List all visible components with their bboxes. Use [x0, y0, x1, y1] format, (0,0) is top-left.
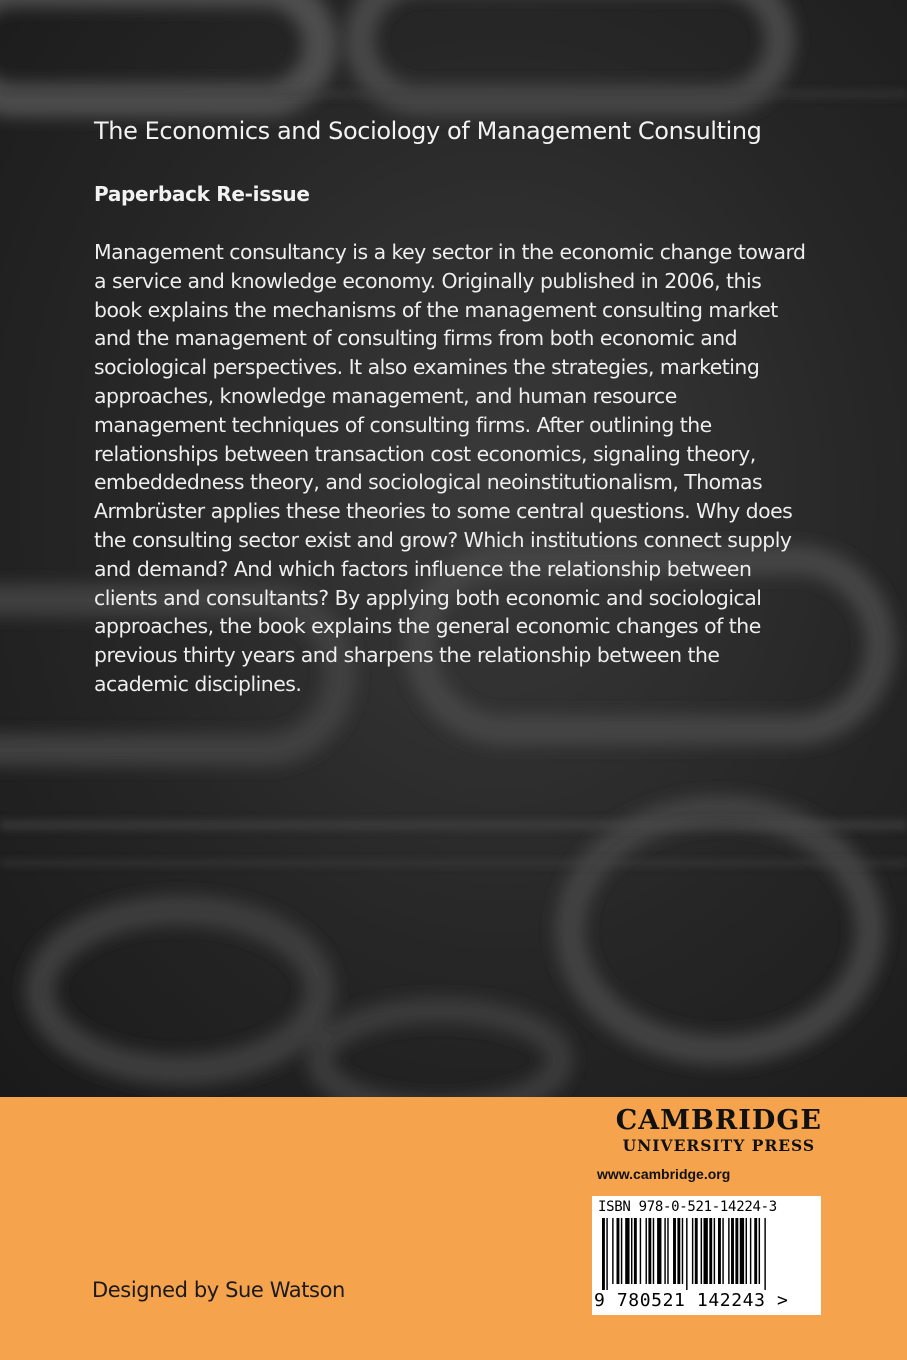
barcode-bar [750, 1218, 751, 1284]
barcode-bar [646, 1218, 647, 1284]
barcode-bar [625, 1218, 629, 1284]
barcode-bar [612, 1218, 613, 1284]
blurb-line: Armbrüster applies these theories to some central questions. Why does [94, 499, 793, 524]
blurb-line: Management consultancy is a key sector in the economic change toward [94, 240, 806, 264]
barcode-bar [731, 1218, 734, 1284]
barcode-bar [653, 1218, 654, 1284]
barcode-bar [631, 1218, 632, 1284]
barcode-digits: 9 780521 142243 > [594, 1290, 789, 1311]
barcode-bar [682, 1218, 683, 1284]
barcode-bar [718, 1218, 721, 1284]
barcode-bar [667, 1218, 668, 1284]
blurb-line: academic disciplines. [94, 671, 302, 696]
blurb-line: embeddedness theory, and sociological neoinstitutionalism, Thomas [94, 470, 763, 495]
barcode-bar [664, 1218, 665, 1284]
edition-subtitle: Paperback Re-issue [94, 182, 310, 206]
barcode-bar [686, 1218, 687, 1290]
publisher-subname: UNIVERSITY PRESS [622, 1136, 816, 1155]
barcode-bar [677, 1218, 680, 1284]
barcode-bar [602, 1218, 605, 1290]
barcode-bar [606, 1218, 607, 1290]
barcode-bar [759, 1218, 760, 1284]
isbn-label: ISBN 978-0-521-14224-3 [598, 1199, 777, 1215]
publisher-url: www.cambridge.org [597, 1166, 731, 1182]
barcode-bar [740, 1218, 744, 1284]
book-description [94, 238, 824, 699]
blurb-line: and the management of consulting firms from both economic and [94, 326, 738, 351]
publisher-logo [616, 1106, 822, 1156]
barcode-bar [735, 1218, 738, 1284]
blurb-line: and demand? And which factors influence the relationship between [94, 556, 752, 581]
barcode-bar [754, 1218, 757, 1284]
blurb-line: clients and consultants? By applying both economic and sociological [94, 585, 762, 610]
blurb-line: management techniques of consulting firms. After outlining the [94, 412, 712, 437]
barcode-bar [640, 1218, 641, 1284]
barcode-bar [673, 1218, 676, 1284]
blurb-line: the consulting sector exist and grow? Which institutions connect supply [94, 527, 792, 552]
blurb-line: sociological perspectives. It also examines the strategies, marketing [94, 355, 760, 380]
barcode-bar [704, 1218, 708, 1284]
barcode-bar [709, 1218, 712, 1284]
isbn-barcode [592, 1196, 821, 1315]
barcode-bar [692, 1218, 693, 1284]
barcode-bar [617, 1218, 620, 1284]
barcode-bar [722, 1218, 723, 1284]
blurb-line: approaches, the book explains the general economic changes of the [94, 614, 761, 639]
book-title: The Economics and Sociology of Management Consulting [94, 117, 762, 145]
barcode-bars [602, 1218, 810, 1290]
barcode-bar [728, 1218, 729, 1284]
barcode-bar [634, 1218, 637, 1284]
barcode-bar [701, 1218, 702, 1284]
barcode-bar [695, 1218, 698, 1284]
blurb-line: relationships between transaction cost economics, signaling theory, [94, 441, 756, 466]
barcode-bar [621, 1218, 622, 1284]
barcode-bar [714, 1218, 715, 1284]
blurb-line: approaches, knowledge management, and human resource [94, 383, 677, 408]
blurb-line: a service and knowledge economy. Originally published in 2006, this [94, 268, 762, 293]
designer-credit: Designed by Sue Watson [92, 1278, 345, 1302]
barcode-bar [764, 1218, 765, 1290]
barcode-bar [648, 1218, 651, 1284]
publisher-name: CAMBRIDGE [615, 1105, 822, 1136]
barcode-bar [746, 1218, 747, 1284]
blurb-line: previous thirty years and sharpens the relationship between the [94, 643, 720, 668]
blurb-line: book explains the mechanisms of the management consulting market [94, 297, 778, 322]
barcode-bar [657, 1218, 661, 1284]
